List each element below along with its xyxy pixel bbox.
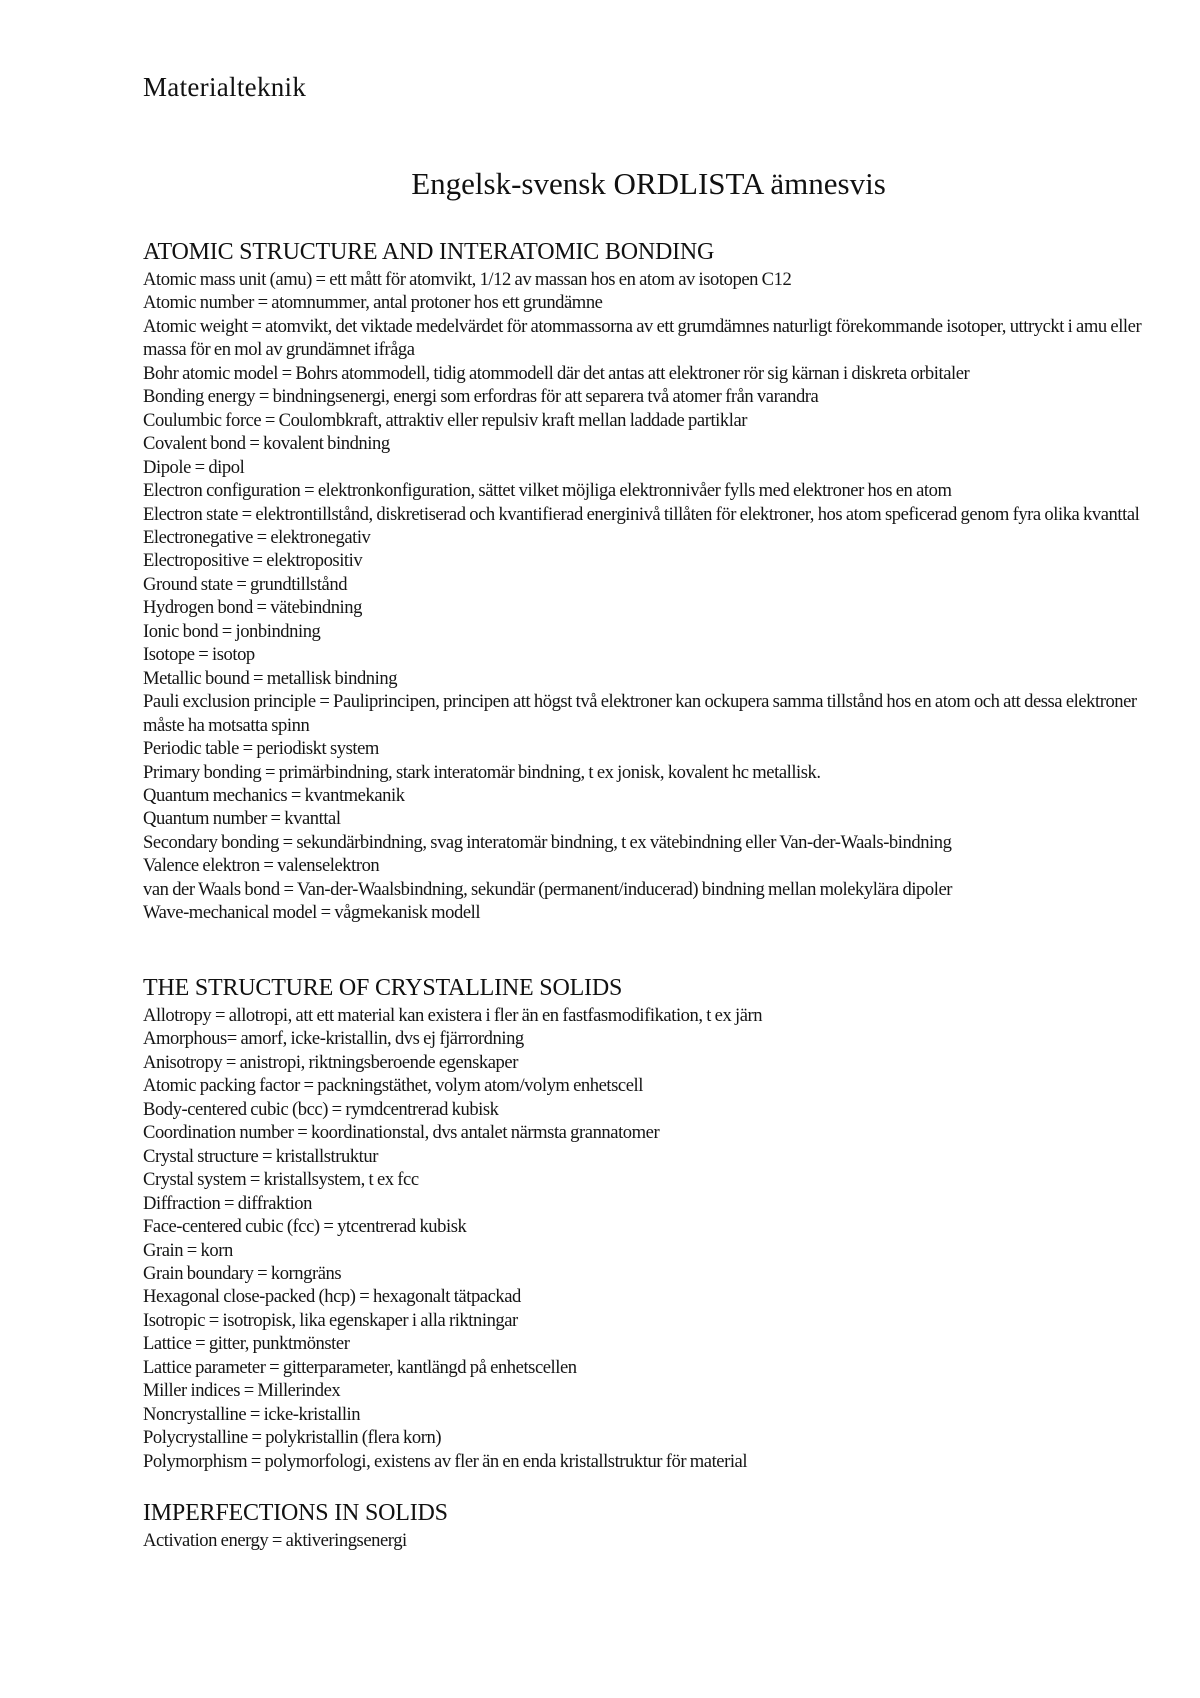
glossary-entry: Lattice = gitter, punktmönster	[143, 1333, 350, 1355]
glossary-entry: Grain = korn	[143, 1239, 233, 1261]
glossary-list	[143, 268, 1143, 925]
glossary-entry: Covalent bond = kovalent bindning	[143, 433, 390, 455]
section-heading: THE STRUCTURE OF CRYSTALLINE SOLIDS	[143, 975, 623, 1001]
glossary-entry: Bohr atomic model = Bohrs atommodell, tidig atommodell där det antas att elektroner rör sig kärnan i diskreta orbitaler	[143, 362, 970, 384]
glossary-entry: Noncrystalline = icke-kristallin	[143, 1403, 361, 1425]
glossary-entry: Dipole = dipol	[143, 456, 245, 478]
glossary-entry: Crystal structure = kristallstruktur	[143, 1145, 378, 1167]
glossary-entry: Isotropic = isotropisk, lika egenskaper i alla riktningar	[143, 1309, 518, 1331]
glossary-entry: Diffraction = diffraktion	[143, 1192, 312, 1214]
glossary-entry: Polymorphism = polymorfologi, existens av fler än en enda kristallstruktur för material	[143, 1450, 748, 1472]
section-atomic-structure	[143, 238, 1143, 925]
glossary-entry: Body-centered cubic (bcc) = rymdcentrerad kubisk	[143, 1098, 499, 1120]
glossary-entry: Anisotropy = anistropi, riktningsberoende egenskaper	[143, 1051, 518, 1073]
glossary-entry: Atomic number = atomnummer, antal protoner hos ett grundämne	[143, 292, 603, 314]
glossary-entry: Electronegative = elektronegativ	[143, 526, 371, 548]
glossary-entry: Isotope = isotop	[143, 644, 255, 666]
course-header: Materialteknik	[143, 72, 307, 102]
glossary-entry: Atomic mass unit (amu) = ett mått för atomvikt, 1/12 av massan hos en atom av isotopen C12	[143, 269, 792, 290]
glossary-entry: Ionic bond = jonbindning	[143, 620, 321, 642]
glossary-entry: Activation energy = aktiveringsenergi	[143, 1530, 407, 1551]
glossary-entry: Grain boundary = korngräns	[143, 1262, 342, 1284]
glossary-entry: Pauli exclusion principle = Pauliprincipen, principen att högst två elektroner kan ockupera samma tillstånd hos en atom och att dessa elektroner måste ha motsatta spinn	[143, 691, 1137, 736]
glossary-entry: Miller indices = Millerindex	[143, 1380, 341, 1402]
glossary-entry: Ground state = grundtillstånd	[143, 573, 348, 595]
glossary-entry: Coulumbic force = Coulombkraft, attraktiv eller repulsiv kraft mellan laddade partiklar	[143, 409, 747, 431]
glossary-entry: Crystal system = kristallsystem, t ex fcc	[143, 1169, 419, 1191]
glossary-entry: Bonding energy = bindningsenergi, energi som erfordras för att separera två atomer från varandra	[143, 386, 819, 408]
glossary-entry: Coordination number = koordinationstal, dvs antalet närmsta grannatomer	[143, 1122, 660, 1144]
glossary-entry: Quantum mechanics = kvantmekanik	[143, 784, 405, 806]
glossary-entry: Electron configuration = elektronkonfiguration, sättet vilket möjliga elektronnivåer fylls med elektroner hos en atom	[143, 480, 952, 502]
glossary-entry: Electropositive = elektropositiv	[143, 550, 363, 572]
glossary-entry: Face-centered cubic (fcc) = ytcentrerad kubisk	[143, 1216, 467, 1238]
section-crystalline-solids	[143, 974, 1143, 1473]
section-heading: ATOMIC STRUCTURE AND INTERATOMIC BONDING	[143, 239, 715, 265]
glossary-entry: Lattice parameter = gitterparameter, kantlängd på enhetscellen	[143, 1356, 577, 1378]
glossary-entry: Polycrystalline = polykristallin (flera korn)	[143, 1427, 442, 1449]
glossary-entry: Hexagonal close-packed (hcp) = hexagonalt tätpackad	[143, 1286, 521, 1308]
glossary-entry: Allotropy = allotropi, att ett material kan existera i fler än en fastfasmodifikation, t ex järn	[143, 1005, 763, 1026]
glossary-entry: Hydrogen bond = vätebindning	[143, 597, 362, 619]
glossary-entry: Atomic packing factor = packningstäthet, volym atom/volym enhetscell	[143, 1075, 643, 1097]
glossary-entry: Primary bonding = primärbindning, stark interatomär bindning, t ex jonisk, kovalent hc metallisk.	[143, 761, 821, 783]
glossary-entry: Secondary bonding = sekundärbindning, svag interatomär bindning, t ex vätebindning eller Van-der-Waals-bindning	[143, 831, 952, 853]
glossary-entry: Valence elektron = valenselektron	[143, 855, 380, 877]
glossary-list	[143, 1529, 1143, 1552]
section-heading: IMPERFECTIONS IN SOLIDS	[143, 1500, 448, 1526]
section-imperfections	[143, 1499, 1143, 1552]
glossary-entry: van der Waals bond = Van-der-Waalsbindning, sekundär (permanent/inducerad) bindning mellan molekylära dipoler	[143, 878, 952, 900]
glossary-list	[143, 1004, 1143, 1473]
document-title: Engelsk-svensk ORDLISTA ämnesvis	[411, 166, 886, 201]
glossary-entry: Electron state = elektrontillstånd, diskretiserad och kvantifierad energinivå tillåten för elektroner, hos atom speficerad genom fyra olika kvanttal	[143, 503, 1140, 525]
glossary-entry: Amorphous= amorf, icke-kristallin, dvs ej fjärrordning	[143, 1028, 524, 1050]
glossary-entry: Wave-mechanical model = vågmekanisk modell	[143, 902, 481, 924]
glossary-entry: Periodic table = periodiskt system	[143, 738, 379, 760]
glossary-entry: Metallic bound = metallisk bindning	[143, 667, 398, 689]
glossary-entry: Quantum number = kvanttal	[143, 808, 341, 830]
glossary-entry: Atomic weight = atomvikt, det viktade medelvärdet för atommassorna av ett grumdämnes naturligt förekommande isotoper, uttryckt i amu eller massa för en mol av grundämnet ifråga	[143, 315, 1142, 361]
